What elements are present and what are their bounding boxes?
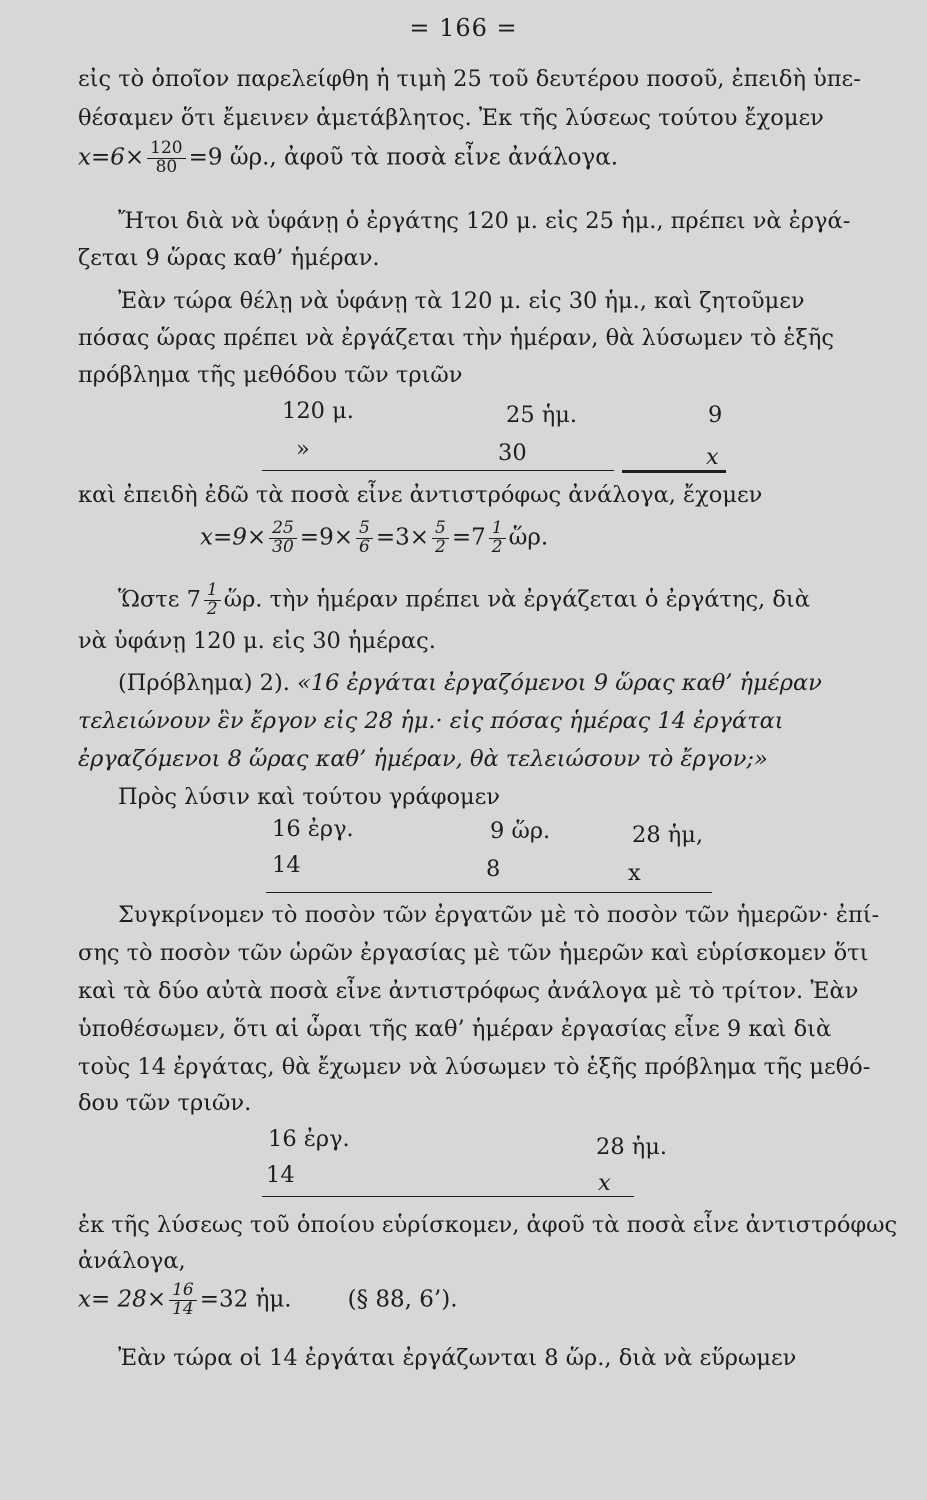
table-cell: x [598, 1170, 611, 1196]
text-line [118, 582, 898, 619]
table-cell: 25 ἡμ. [506, 402, 578, 428]
text-line: ὑποθέσωμεν, ὅτι αἱ ὧραι τῆς καθ’ ἡμέραν ἐργασίας εἶνε 9 καὶ διὰ [78, 1016, 832, 1042]
text-line: πρόβλημα τῆς μεθόδου τῶν τριῶν [78, 362, 463, 388]
table-cell: 28 ἡμ, [632, 822, 704, 848]
table-cell: 16 ἐργ. [272, 816, 354, 842]
table-cell: » [296, 436, 310, 462]
text-line: νὰ ὑφάνῃ 120 μ. εἰς 30 ἡμέρας. [78, 628, 436, 654]
text-segment: (Πρόβλημα) 2). [118, 670, 290, 696]
formula-3 [78, 1282, 458, 1319]
formula-3-part: x= 28× [78, 1286, 167, 1313]
formula-2-part: ὥρ. [508, 524, 549, 551]
text-line [118, 670, 898, 696]
text-line: Πρὸς λύσιν καὶ τούτου γράφομεν [118, 784, 500, 810]
text-line: καὶ ἐπειδὴ ἐδῶ τὰ ποσὰ εἶνε ἀντιστρόφως ἀνάλογα, ἔχομεν [78, 482, 763, 508]
fraction-numerator: 16 [169, 1282, 197, 1301]
formula-2 [200, 520, 548, 557]
table-rule [622, 470, 726, 473]
text-line: θέσαμεν ὅτι ἔμεινεν ἀμετάβλητος. Ἐκ τῆς λύσεως τούτου ἔχομεν [78, 105, 824, 131]
text-line: πόσας ὥρας πρέπει νὰ ἐργάζεται τὴν ἡμέραν, θὰ λύσωμεν τὸ ἑξῆς [78, 325, 834, 351]
fraction-denominator: 30 [272, 536, 294, 557]
problem-statement: ἐργαζόμενοι 8 ὥρας καθ’ ἡμέραν, θὰ τελειώσουν τὸ ἔργον;» [78, 746, 768, 772]
table-cell: 28 ἡμ. [596, 1134, 668, 1160]
table-cell: 9 [708, 402, 723, 428]
text-line: δου τῶν τριῶν. [78, 1090, 252, 1116]
text-line: Ἐὰν τώρα οἱ 14 ἐργάται ἐργάζωνται 8 ὥρ., διὰ νὰ εὕρωμεν [118, 1345, 797, 1371]
formula-1 [78, 140, 618, 177]
table-rule [266, 892, 712, 893]
fraction-denominator: 2 [435, 536, 446, 557]
formula-2-part: =7 [451, 524, 486, 551]
fraction [356, 520, 373, 557]
formula-2-part: =3× [375, 524, 429, 551]
fraction [269, 520, 297, 557]
fraction-numerator: 25 [269, 520, 297, 539]
table-cell: 8 [486, 856, 501, 882]
section-reference: (§ 88, 6’). [347, 1286, 458, 1313]
fraction-denominator: 6 [358, 536, 370, 557]
formula-1-lhs: x=6× [78, 144, 145, 171]
formula-2-part: =9× [299, 524, 353, 551]
fraction-numerator: 5 [432, 520, 449, 539]
table-cell: 14 [272, 852, 301, 878]
fraction [169, 1282, 197, 1319]
fraction-numerator: 120 [147, 140, 185, 159]
text-line: ζεται 9 ὥρας καθ’ ἡμέραν. [78, 245, 380, 271]
formula-3-part: =32 ἡμ. [199, 1286, 292, 1313]
text-line: εἰς τὸ ὁποῖον παρελείφθη ἡ τιμὴ 25 τοῦ δευτέρου ποσοῦ, ἐπειδὴ ὑπε- [78, 66, 861, 92]
text-segment: ὥρ. τὴν ἡμέραν πρέπει νὰ ἐργάζεται ὁ ἐργάτης, διὰ [223, 586, 810, 613]
problem-statement: «16 ἐργάται ἐργαζόμενοι 9 ὥρας καθ’ ἡμέραν [297, 670, 822, 696]
fraction [147, 140, 185, 177]
formula-1-rhs: =9 ὥρ., ἀφοῦ τὰ ποσὰ εἶνε ἀνάλογα. [188, 144, 619, 171]
table-cell: x [706, 444, 719, 470]
table-rule [262, 470, 614, 471]
text-line: Ἤτοι διὰ νὰ ὑφάνῃ ὁ ἐργάτης 120 μ. εἰς 25 ἡμ., πρέπει νὰ ἐργά- [118, 208, 851, 234]
formula-2-part: x=9× [200, 524, 267, 551]
fraction-numerator: 1 [489, 520, 506, 539]
table-cell: 30 [498, 440, 527, 466]
text-line: σης τὸ ποσὸν τῶν ὡρῶν ἐργασίας μὲ τῶν ἡμερῶν καὶ εὑρίσκομεν ὅτι [78, 940, 869, 966]
text-segment: Ὥστε 7 [118, 586, 201, 613]
table-cell: x [628, 860, 641, 886]
text-line: ἐκ τῆς λύσεως τοῦ ὁποίου εὑρίσκομεν, ἀφοῦ τὰ ποσὰ εἶνε ἀντιστρόφως [78, 1212, 898, 1238]
table-cell: 9 ὥρ. [490, 818, 551, 844]
fraction-denominator: 2 [206, 598, 218, 619]
text-line: τοὺς 14 ἐργάτας, θὰ ἔχωμεν νὰ λύσωμεν τὸ ἑξῆς πρόβλημα τῆς μεθό- [78, 1054, 871, 1080]
text-line: Ἐὰν τώρα θέλῃ νὰ ὑφάνῃ τὰ 120 μ. εἰς 30 ἡμ., καὶ ζητοῦμεν [118, 288, 805, 314]
problem-statement: τελειώνουν ἓν ἔργον εἰς 28 ἡμ.· εἰς πόσας ἡμέρας 14 ἐργάται [78, 708, 784, 734]
fraction [432, 520, 449, 557]
fraction [204, 582, 221, 619]
table-cell: 14 [266, 1162, 295, 1188]
page-number: = 166 = [409, 14, 518, 42]
text-line: ἀνάλογα, [78, 1248, 186, 1274]
table-rule [262, 1196, 634, 1197]
table-cell: 120 μ. [282, 398, 354, 424]
fraction-denominator: 14 [172, 1298, 194, 1319]
fraction-numerator: 1 [204, 582, 221, 601]
fraction [489, 520, 506, 557]
fraction-denominator: 2 [491, 536, 503, 557]
text-line: καὶ τὰ δύο αὐτὰ ποσὰ εἶνε ἀντιστρόφως ἀνάλογα μὲ τὸ τρίτον. Ἐὰν [78, 978, 859, 1004]
fraction-numerator: 5 [356, 520, 373, 539]
fraction-denominator: 80 [155, 156, 178, 177]
table-cell: 16 ἐργ. [268, 1126, 350, 1152]
text-line: Συγκρίνομεν τὸ ποσὸν τῶν ἐργατῶν μὲ τὸ ποσὸν τῶν ἡμερῶν· ἐπί- [118, 902, 880, 928]
